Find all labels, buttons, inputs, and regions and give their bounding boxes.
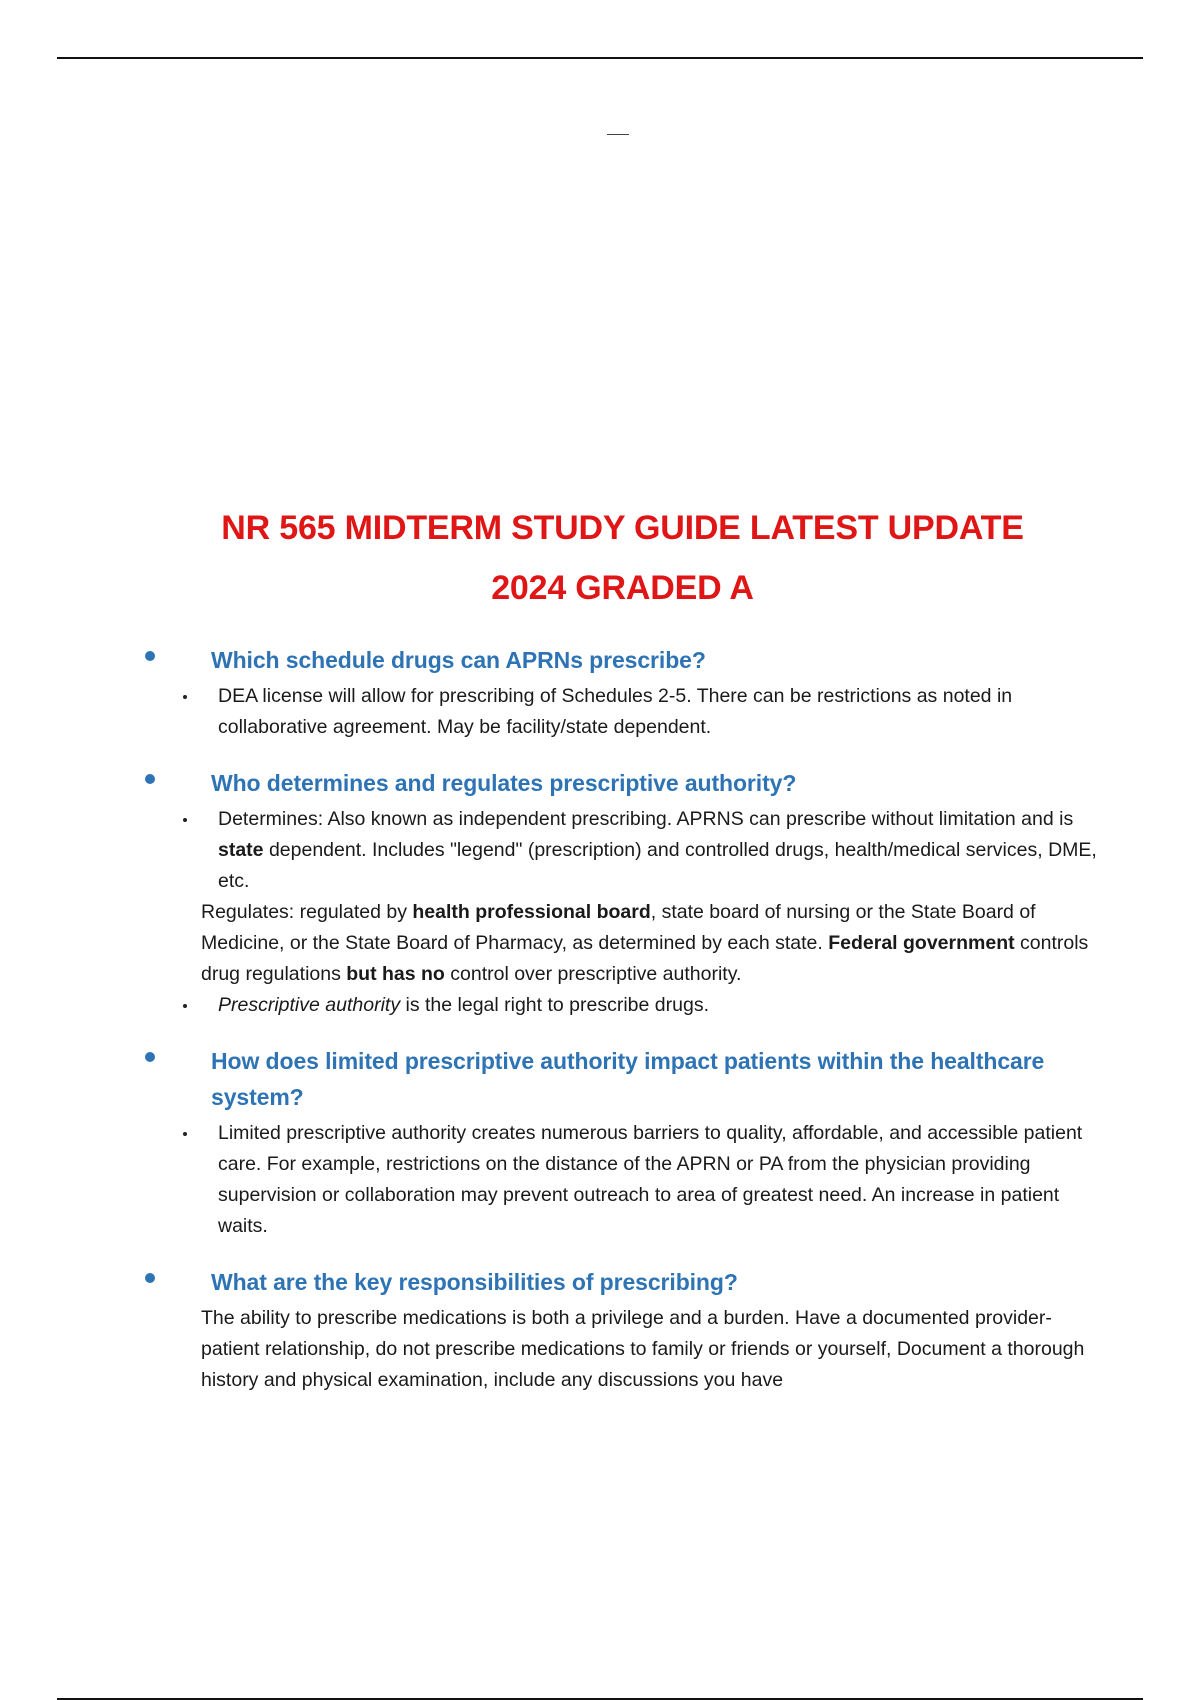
answer-text <box>218 994 709 1016</box>
small-bullet-icon <box>183 695 187 699</box>
question-heading: What are the key responsibilities of prescribing? <box>211 1269 738 1295</box>
section-responsibilities <box>145 1264 1100 1396</box>
section-prescriptive-authority <box>145 765 1100 1021</box>
question-heading: How does limited prescriptive authority impact patients within the healthcare system? <box>211 1048 1045 1110</box>
text-run: control over prescriptive authority. <box>444 963 742 985</box>
answer-item-determines <box>145 804 1100 897</box>
text-run: is the legal right to prescribe drugs. <box>400 994 709 1016</box>
text-run: Determines: Also known as independent prescribing. APRNS can prescribe without limitation and is <box>218 808 1074 830</box>
question-row <box>145 765 1100 801</box>
text-run: dependent. Includes "legend" (prescription) and controlled drugs, health/medical services, DME, etc. <box>218 839 1097 892</box>
question-row <box>145 1264 1100 1300</box>
answer-paragraph: The ability to prescribe medications is both a privilege and a burden. Have a documented provider-patient relationship, do not prescribe medications to family or friends or yourself, Document a thorough history and physical examination, include any discussions you have <box>201 1307 1085 1391</box>
answer-item <box>145 1118 1100 1242</box>
document-title <box>145 498 1100 618</box>
title-line-2: 2024 GRADED A <box>491 569 754 607</box>
bullet-icon <box>145 1273 155 1283</box>
text-run: , state board of nursing or the State Board of Medicine, or the State Board of Pharmacy, as determined by each state. <box>201 901 1036 954</box>
bold-text-run: but has no <box>346 963 445 985</box>
bullet-icon <box>145 774 155 784</box>
title-line-1: NR 565 MIDTERM STUDY GUIDE LATEST UPDATE <box>221 509 1024 547</box>
header-dash <box>607 134 629 135</box>
bold-text-run: health professional board <box>412 901 651 923</box>
answer-text: DEA license will allow for prescribing of Schedules 2-5. There can be restrictions as noted in collaborative agreement. May be facility/state dependent. <box>218 685 1013 738</box>
answer-item-definition <box>145 990 1100 1021</box>
regulates-paragraph <box>145 897 1100 990</box>
top-rule <box>57 57 1143 59</box>
bold-text-run: Federal government <box>828 932 1015 954</box>
text-run: Regulates: regulated by <box>201 901 413 923</box>
question-heading: Who determines and regulates prescriptive authority? <box>211 770 797 796</box>
question-heading: Which schedule drugs can APRNs prescribe? <box>211 647 706 673</box>
text-run: controls drug regulations <box>201 932 1089 985</box>
small-bullet-icon <box>183 1004 187 1008</box>
answer-text <box>218 808 1097 892</box>
question-row <box>145 642 1100 678</box>
answer-text: Limited prescriptive authority creates numerous barriers to quality, affordable, and accessible patient care. For example, restrictions on the distance of the APRN or PA from the physician providing supervision or collaboration may prevent outreach to area of greatest need. An increase in patient waits. <box>218 1122 1083 1237</box>
small-bullet-icon <box>183 818 187 822</box>
small-bullet-icon <box>183 1132 187 1136</box>
page-body <box>145 498 1100 1418</box>
bold-text-run: state <box>218 839 264 861</box>
italic-text-run: Prescriptive authority <box>218 994 401 1016</box>
question-row <box>145 1043 1100 1115</box>
section-limited-authority <box>145 1043 1100 1242</box>
section-schedule-drugs <box>145 642 1100 743</box>
bullet-icon <box>145 651 155 661</box>
answer-item <box>145 681 1100 743</box>
bullet-icon <box>145 1052 155 1062</box>
